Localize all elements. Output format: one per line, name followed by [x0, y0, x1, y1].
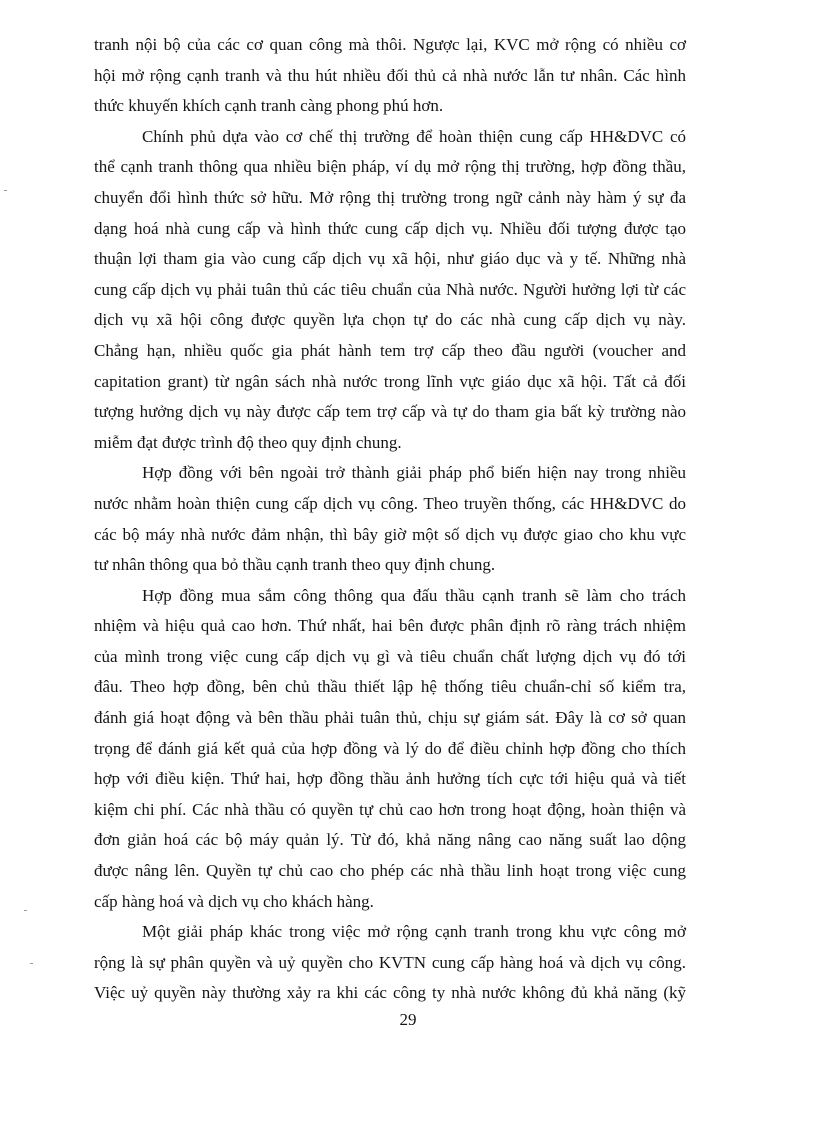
- body-text: [94, 30, 686, 1009]
- scan-mark: [30, 963, 33, 964]
- text-line: nước nhằm hoàn thiện cung cấp dịch vụ công. Theo truyền thống, các HH&DVC do: [94, 493, 686, 513]
- text-line: được nâng lên. Quyền tự chủ cao cho phép các nhà thầu linh hoạt trong việc cung: [94, 861, 686, 881]
- text-line: đánh giá hoạt động và bên thầu phải tuân thủ, chịu sự giám sát. Đây là cơ sở quan: [94, 708, 686, 728]
- paragraph: [94, 122, 686, 459]
- text-line: kiệm chi phí. Các nhà thầu có quyền tự chủ cao hơn trong hoạt động, hoàn thiện và: [94, 799, 686, 819]
- text-line: capitation grant) từ ngân sách nhà nước trong lĩnh vực giáo dục xã hội. Tất cả đối: [94, 371, 686, 391]
- paragraph: [94, 581, 686, 918]
- text-line: Chính phủ dựa vào cơ chế thị trường để hoàn thiện cung cấp HH&DVC có: [142, 126, 686, 146]
- text-line: dạng hoá nhà cung cấp và hình thức cung cấp dịch vụ. Nhiều đối tượng được tạo: [94, 218, 686, 238]
- text-line: Việc uỷ quyền này thường xảy ra khi các công ty nhà nước không đủ khả năng (kỹ: [94, 983, 686, 1003]
- text-line: chuyển đổi hình thức sở hữu. Mở rộng thị trường trong ngữ cảnh này hàm ý sự đa: [94, 187, 686, 207]
- text-line: hội mở rộng cạnh tranh và thu hút nhiều đối thủ cả nhà nước lẫn tư nhân. Các hình: [94, 65, 686, 85]
- text-line: cung cấp dịch vụ phải tuân thủ các tiêu chuẩn của Nhà nước. Người hưởng lợi từ các: [94, 279, 686, 299]
- text-line: của mình trong việc cung cấp dịch vụ gì và tiêu chuẩn chất lượng dịch vụ đó tới: [94, 646, 686, 666]
- text-line: dịch vụ xã hội công được quyền lựa chọn tự do các nhà cung cấp dịch vụ này.: [94, 310, 686, 330]
- text-line: Hợp đồng với bên ngoài trở thành giải pháp phổ biến hiện nay trong nhiều: [142, 463, 686, 483]
- text-line: thuận lợi tham gia vào cung cấp dịch vụ xã hội, như giáo dục và y tế. Những nhà: [94, 249, 686, 269]
- text-line: thể cạnh tranh thông qua nhiều biện pháp, ví dụ mở rộng thị trường, hợp đồng thầu,: [94, 157, 686, 177]
- page-number: 29: [399, 1010, 417, 1029]
- text-line: nhiệm và hiệu quả cao hơn. Thứ nhất, hai bên được phân định rõ ràng trách nhiệm: [94, 616, 686, 636]
- text-line: các bộ máy nhà nước đảm nhận, thì bây giờ một số dịch vụ được giao cho khu vực: [94, 524, 686, 544]
- text-line: tượng hưởng dịch vụ này được cấp tem trợ cấp và tự do tham gia bất kỳ trường nào: [94, 402, 686, 422]
- text-line: rộng là sự phân quyền và uỷ quyền cho KVTN cung cấp hàng hoá và dịch vụ công.: [94, 952, 686, 972]
- text-line: tranh nội bộ của các cơ quan công mà thôi. Ngược lại, KVC mở rộng có nhiều cơ: [94, 35, 686, 54]
- paragraph: [94, 30, 686, 122]
- text-line: Chẳng hạn, nhiều quốc gia phát hành tem trợ cấp theo đầu người (voucher and: [94, 340, 686, 360]
- text-line: tư nhân thông qua bỏ thầu cạnh tranh theo quy định chung.: [94, 555, 496, 575]
- text-line: miễm đạt được trình độ theo quy định chung.: [94, 432, 402, 452]
- text-line: cấp hàng hoá và dịch vụ cho khách hàng.: [94, 891, 374, 911]
- text-line: Hợp đồng mua sắm công thông qua đấu thầu cạnh tranh sẽ làm cho trách: [142, 585, 686, 605]
- text-line: đâu. Theo hợp đồng, bên chủ thầu thiết lập hệ thống tiêu chuẩn-chỉ số kiểm tra,: [94, 677, 686, 697]
- text-line: đơn giản hoá các bộ máy quản lý. Từ đó, khả năng nâng cao năng suất lao dộng: [94, 830, 686, 850]
- scan-mark: [24, 910, 27, 911]
- text-line: hợp với điều kiện. Thứ hai, hợp đồng thầu ảnh hưởng tích cực tới hiệu quả và tiết: [94, 769, 686, 789]
- text-line: thức khuyến khích cạnh tranh càng phong phú hơn.: [94, 96, 444, 116]
- paragraph: [94, 458, 686, 580]
- scan-mark: [4, 190, 7, 191]
- paragraph: [94, 917, 686, 1009]
- text-line: trọng để đánh giá kết quả của hợp đồng và lý do để điều chỉnh hợp đồng cho thích: [94, 738, 686, 758]
- text-line: Một giải pháp khác trong việc mở rộng cạnh tranh trong khu vực công mở: [142, 922, 686, 942]
